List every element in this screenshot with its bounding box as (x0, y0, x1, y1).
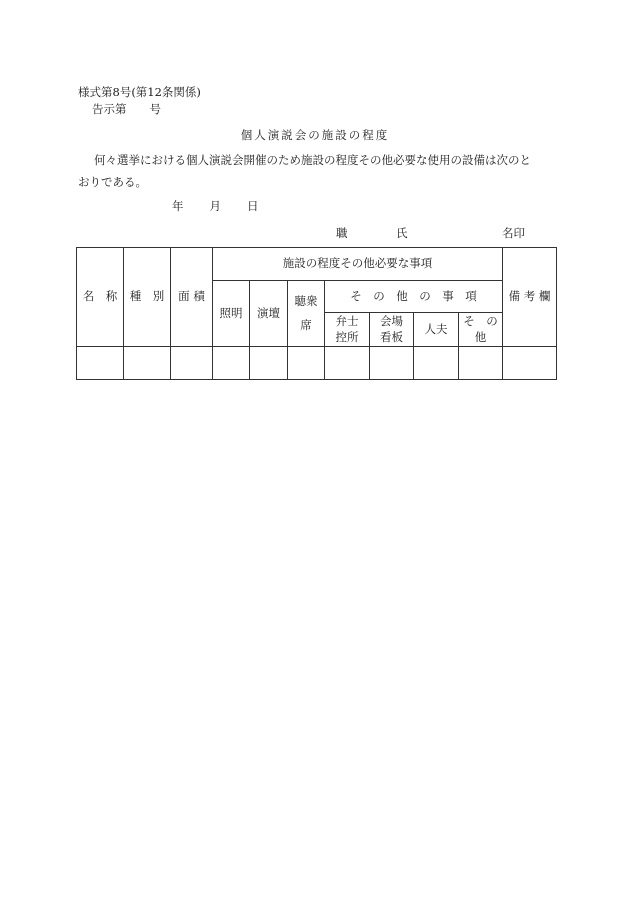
header-other-items: そ の 他 の 事 項 (325, 281, 503, 313)
other-line-1: そ の (463, 313, 498, 328)
venue-sign-line-2: 看板 (380, 329, 403, 344)
cell-laborers[interactable] (414, 347, 459, 380)
header-other (459, 313, 503, 347)
cell-podium[interactable] (250, 347, 288, 380)
cell-lighting[interactable] (213, 347, 250, 380)
header-audience-seats (288, 281, 325, 347)
cell-lawyer-room[interactable] (325, 347, 370, 380)
header-type: 種 別 (124, 248, 171, 347)
header-name: 名 称 (77, 248, 124, 347)
header-podium: 演壇 (250, 281, 288, 347)
date-month: 月 (209, 199, 221, 213)
document-title: 個人演説会の施設の程度 (240, 128, 390, 142)
cell-type[interactable] (124, 347, 171, 380)
header-area: 面 積 (171, 248, 213, 347)
header-remarks: 備 考 欄 (503, 248, 557, 347)
audience-seats-line-1: 聴衆 (294, 293, 318, 308)
cell-remarks[interactable] (503, 347, 557, 380)
cell-name[interactable] (77, 347, 124, 380)
table-row (77, 347, 557, 380)
header-lighting: 照明 (213, 281, 250, 347)
signature-name-seal: 名印 (502, 226, 525, 240)
notice-number: 告示第 号 (92, 102, 161, 116)
lawyer-room-line-1: 弁士 (335, 313, 359, 328)
lawyer-room-line-2: 控所 (335, 329, 359, 344)
venue-sign-line-1: 会場 (380, 313, 403, 328)
header-lawyer-room (325, 313, 370, 347)
header-venue-sign (370, 313, 414, 347)
body-text-line-1: 何々選挙における個人演説会開催のため施設の程度その他必要な使用の設備は次のと (94, 153, 531, 167)
date-line (172, 201, 259, 213)
date-day: 日 (247, 199, 259, 213)
facility-table (76, 247, 557, 380)
header-facility-group: 施設の程度その他必要な事項 (213, 248, 503, 281)
header-laborers: 人夫 (414, 313, 459, 347)
cell-venue-sign[interactable] (370, 347, 414, 380)
body-text-line-2: おりである。 (78, 175, 147, 189)
form-number: 様式第8号(第12条関係) (78, 85, 201, 99)
signature-surname: 氏 (396, 226, 408, 240)
date-year: 年 (172, 199, 184, 213)
signature-title: 職 (336, 226, 348, 240)
audience-seats-line-2: 席 (300, 317, 312, 332)
other-line-2: 他 (474, 329, 487, 344)
cell-other[interactable] (459, 347, 503, 380)
cell-audience-seats[interactable] (288, 347, 325, 380)
cell-area[interactable] (171, 347, 213, 380)
